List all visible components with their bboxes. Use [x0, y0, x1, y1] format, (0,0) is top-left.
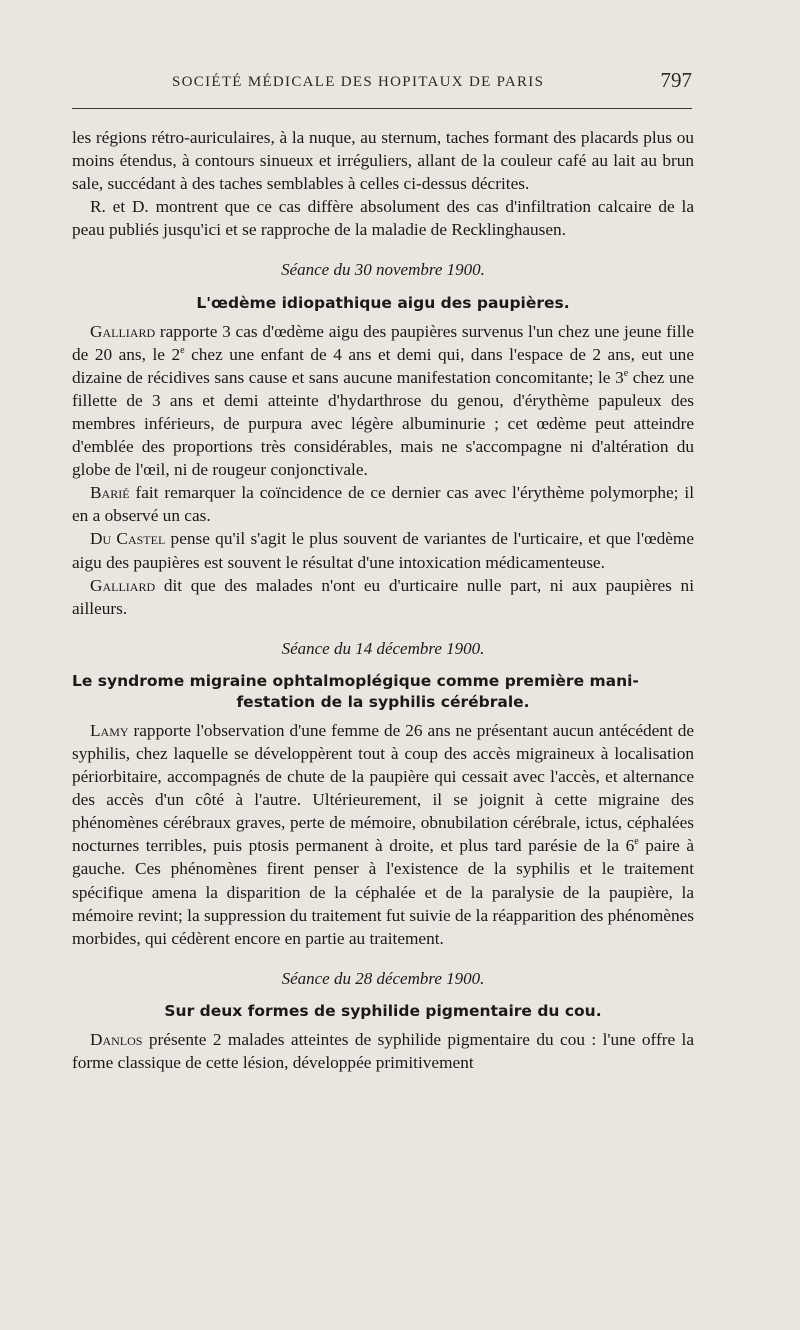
author-name: Barié: [90, 483, 130, 503]
text-span: dit que des malades n'ont eu d'urticaire nulle part, ni aux paupières ni ailleurs.: [72, 575, 694, 618]
paragraph: [72, 1028, 694, 1074]
superscript: e: [623, 367, 629, 379]
session-date: Séance du 28 décembre 1900.: [281, 968, 485, 988]
body-text: [72, 126, 694, 1074]
header-rule: [72, 108, 692, 109]
page-number: 797: [660, 68, 692, 92]
paragraph: les régions rétro-auriculaires, à la nuque, au sternum, taches formant des placards plus ou moins étendus, à contours sinueux et irréguliers, allant de la couleur café au lait au brun sale, succédant à des taches semblables à celles ci-dessus décrites.: [72, 128, 694, 194]
paragraph: [72, 574, 694, 620]
section-title: L'œdème idiopathique aigu des paupières.: [196, 293, 570, 312]
session-date: Séance du 30 novembre 1900.: [281, 260, 485, 280]
author-name: Du Castel: [90, 529, 166, 549]
section-title: Sur deux formes de syphilide pigmentaire du cou.: [164, 1001, 602, 1020]
page-header: [72, 68, 692, 98]
author-name: Danlos: [90, 1029, 143, 1049]
title-line: festation de la syphilis cérébrale.: [236, 692, 530, 711]
text-span: chez une fillette de 3 ans et demi atteinte d'hydarthrose du genou, d'érythème papuleux des membres inférieurs, de purpura avec légère albuminurie ; cet œdème peut atteindre d'emblée des proportions très considérables, mais ne s'accompagne ni d'altération du globe de l'œil, ni de rougeur conjonctivale.: [72, 367, 695, 480]
superscript: e: [180, 344, 185, 356]
text-span: rapporte 3 cas d'œdème aigu des paupières survenus l'un chez une jeune fille de 20 ans, le 2: [72, 321, 694, 364]
text-span: fait remarquer la coïncidence de ce dernier cas avec l'érythème polymorphe; il en a observé un cas.: [72, 483, 694, 526]
text-span: rapporte l'observation d'une femme de 26 ans ne présentant aucun antécédent de syphilis, chez laquelle se développèrent tout à coup des accès migraineux à localisation périorbitaire, accompagnés de chute de la paupière qui cessait avec l'accès, et alternance des accès d'un côté à l'autre. Ultérieurement, il se joignit à cette migraine des phénomènes cérébraux graves, perte de mémoire, obnubilation cérébrale, ictus, céphalées nocturnes terribles, puis ptosis permanent à droite, et plus tard parésie de la 6: [72, 720, 694, 856]
author-name: Lamy: [90, 720, 129, 740]
text-span: présente 2 malades atteintes de syphilide pigmentaire du cou : l'une offre la forme classique de cette lésion, développée primitivement: [72, 1029, 694, 1072]
paragraph: [72, 481, 694, 527]
session-date: Séance du 14 décembre 1900.: [281, 638, 485, 658]
paragraph: [72, 320, 694, 482]
section-title: [72, 671, 694, 713]
paragraph: [72, 527, 694, 573]
superscript: e: [634, 836, 639, 848]
text-span: pense qu'il s'agit le plus souvent de variantes de l'urticaire, et que l'œdème aigu des paupières est souvent le résultat d'une intoxication médicamenteuse.: [72, 529, 694, 572]
text-span: chez une enfant de 4 ans et demi qui, dans l'espace de 2 ans, eut une dizaine de récidives sans cause et sans aucune manifestation concomitante; le 3: [72, 344, 694, 387]
running-title: SOCIÉTÉ MÉDICALE DES HOPITAUX DE PARIS: [172, 74, 545, 90]
paragraph: [72, 719, 694, 950]
paragraph: R. et D. montrent que ce cas diffère absolument des cas d'infiltration calcaire de la peau publiés jusqu'ici et se rapproche de la maladie de Recklinghausen.: [72, 197, 694, 240]
author-name: Galliard: [90, 575, 156, 595]
title-line: Le syndrome migraine ophtalmoplégique comme première mani-: [72, 671, 639, 690]
author-name: Galliard: [90, 321, 156, 341]
text-span: paire à gauche. Ces phénomènes firent penser à l'existence de la syphilis et le traitement spécifique amena la disparition de la céphalée et de la paralysie de la paupière, la mémoire revint; la suppression du traitement fut suivie de la réapparition des phénomènes morbides, qui cédèrent encore en partie au traitement.: [72, 836, 694, 948]
